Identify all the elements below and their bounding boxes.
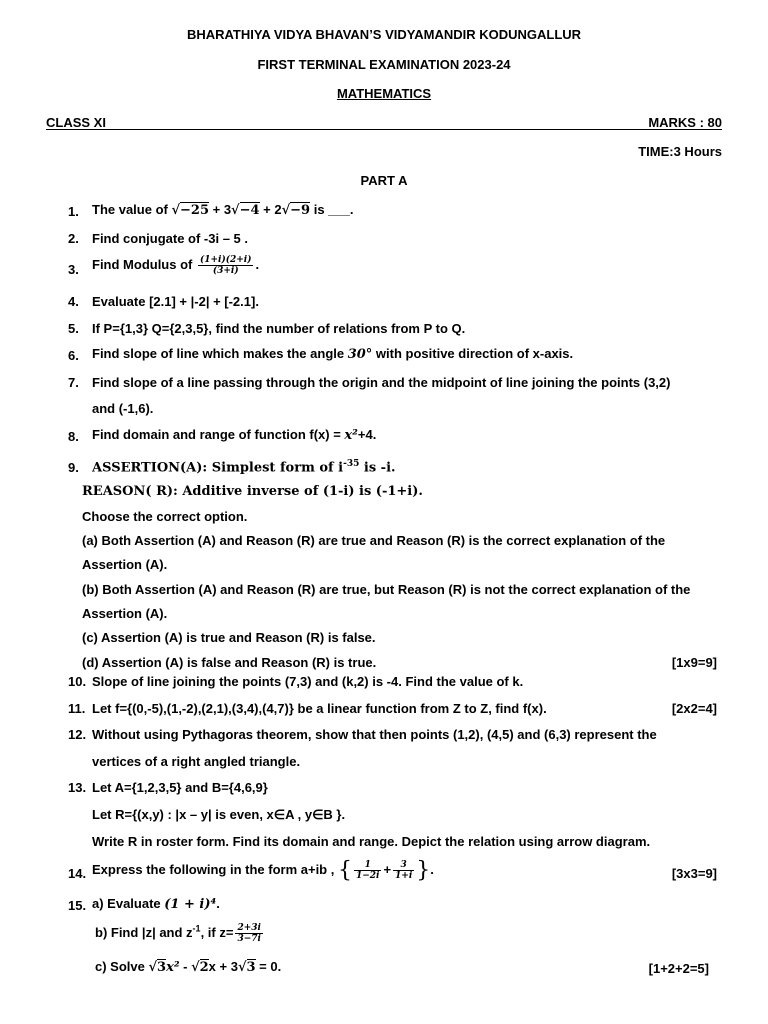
header-divider [46,129,722,130]
marks-badge: [1+2+2=5] [648,961,709,976]
part-title: PART A [360,173,408,188]
radicand: −9 [290,203,311,218]
subject-title: MATHEMATICS [336,86,432,101]
radicand: −4 [239,203,260,218]
radicand: −25 [180,203,209,218]
modulus-fraction: $\frac{(1+i)(2+i)}{(3+i)}$ [199,255,252,276]
marks-badge: [1x9=9] [671,655,717,670]
exam-title: FIRST TERMINAL EXAMINATION 2023-24 [257,57,511,72]
time-label: TIME:3 Hours [638,144,722,159]
marks-label: MARKS : 80 [648,115,722,130]
class-label: CLASS XI [46,115,106,130]
school-name: BHARATHIYA VIDYA BHAVAN’S VIDYAMANDIR KODUNGALLUR [186,27,582,42]
marks-badge: [2x2=4] [671,701,717,716]
marks-badge: [3x3=9] [671,866,717,881]
